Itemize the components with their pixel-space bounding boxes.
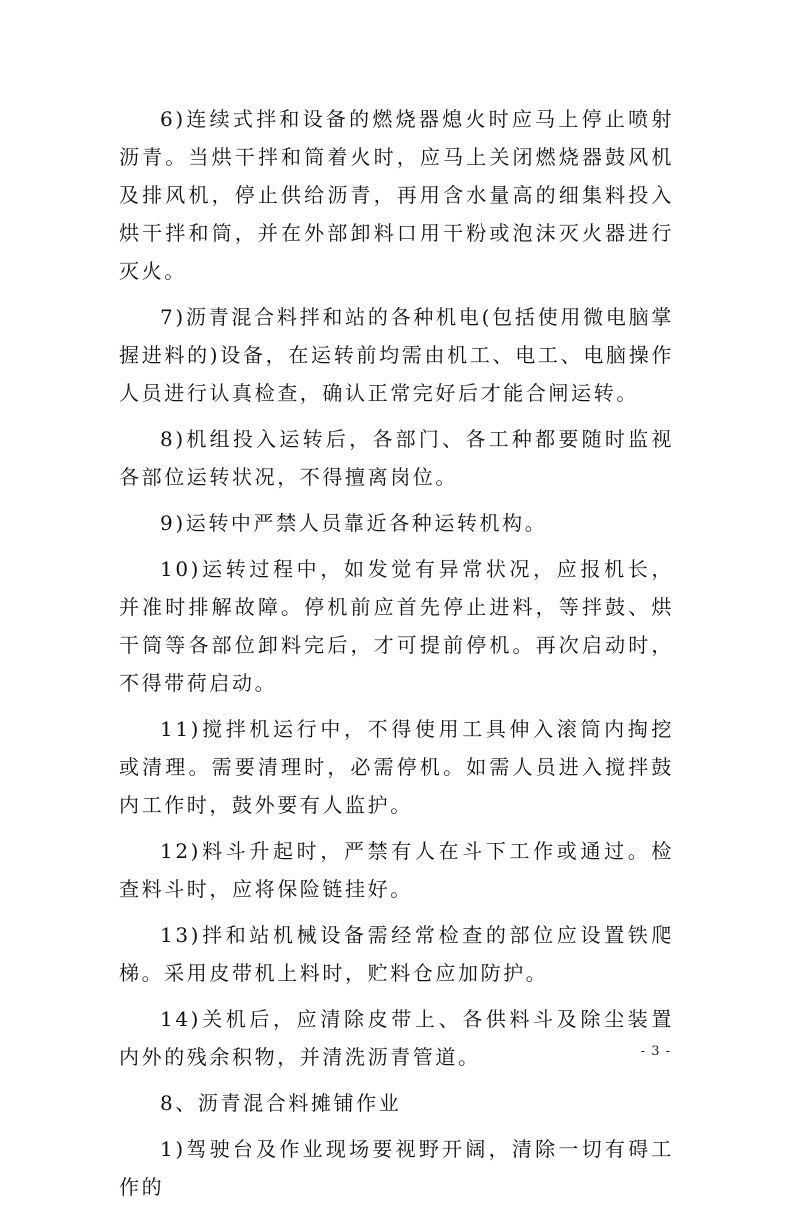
paragraph-item-8: 8)机组投入运转后，各部门、各工种都要随时监视各部位运转状况，不得擅离岗位。 (119, 427, 674, 489)
paragraph-item-10: 10)运转过程中，如发觉有异常状况，应报机长，并准时排解故障。停机前应首先停止进料，等拌鼓、烘干筒等各部位卸料完后，才可提前停机。再次启动时，不得带荷启动。 (119, 557, 674, 695)
paragraph-item-14: 14)关机后，应清除皮带上、各供料斗及除尘装置内外的残余积物，并清洗沥青管道。 (119, 1007, 674, 1069)
page-number: - 3 - (640, 1044, 671, 1059)
section-heading: 8、沥青混合料摊铺作业 (160, 1091, 402, 1115)
paragraph-item-9: 9)运转中严禁人员靠近各种运转机构。 (160, 511, 548, 535)
paragraph-item-1: 1)驾驶台及作业现场要视野开阔，清除一切有碍工作的 (119, 1137, 674, 1199)
paragraph-item-7: 7)沥青混合料拌和站的各种机电(包括使用微电脑掌握进料的)设备，在运转前均需由机工、电工、电脑操作人员进行认真检查，确认正常完好后才能合闸运转。 (119, 305, 674, 405)
paragraph-item-11: 11)搅拌机运行中，不得使用工具伸入滚筒内掏挖或清理。需要清理时，必需停机。如需人员进入搅拌鼓内工作时，鼓外要有人监护。 (119, 717, 674, 817)
paragraph-item-13: 13)拌和站机械设备需经常检查的部位应设置铁爬梯。采用皮带机上料时，贮料仓应加防护。 (119, 923, 674, 985)
document-body (119, 100, 674, 1206)
paragraph-item-6: 6)连续式拌和设备的燃烧器熄火时应马上停止喷射沥青。当烘干拌和筒着火时，应马上关闭燃烧器鼓风机及排风机，停止供给沥青，再用含水量高的细集料投入烘干拌和筒，并在外部卸料口用干粉或泡沫灭火器进行灭火。 (119, 107, 674, 283)
paragraph-item-12: 12)料斗升起时，严禁有人在斗下工作或通过。检查料斗时，应将保险链挂好。 (119, 839, 674, 901)
